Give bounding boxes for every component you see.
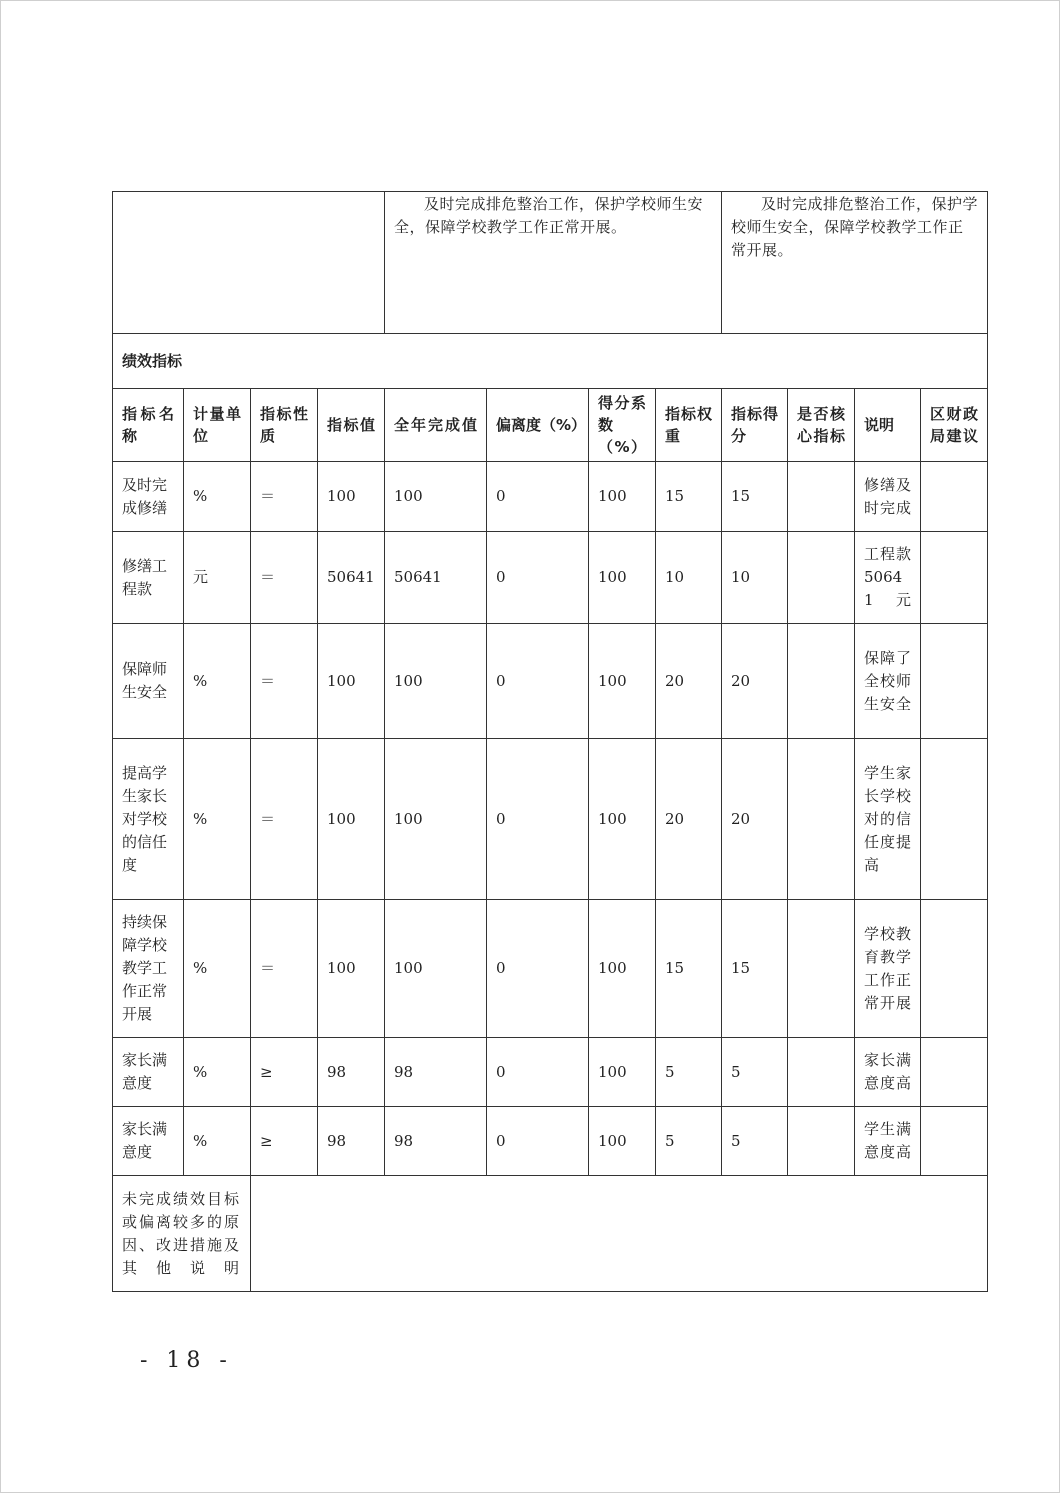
indicator-unit: 元: [184, 532, 251, 624]
indicator-unit: %: [184, 1107, 251, 1176]
header-coef: 得分系数（%）: [589, 389, 656, 462]
indicator-note: 家长满意度高: [855, 1038, 921, 1107]
header-name: 指标名称: [113, 389, 184, 462]
table-row: [113, 900, 988, 1038]
indicator-score: 15: [722, 462, 788, 532]
indicator-deviation: 0: [487, 1107, 589, 1176]
indicator-weight: 20: [656, 739, 722, 900]
indicator-target: 100: [318, 462, 385, 532]
indicator-nature: ＝: [251, 739, 318, 900]
indicator-advice: [921, 900, 988, 1038]
header-deviation: 偏离度（%）: [487, 389, 589, 462]
indicator-score: 5: [722, 1107, 788, 1176]
indicator-target: 100: [318, 739, 385, 900]
header-core: 是否核心指标: [788, 389, 855, 462]
header-advice: 区财政局建议: [921, 389, 988, 462]
indicator-note: 学生家长学校对的信任度提高: [855, 739, 921, 900]
indicator-advice: [921, 624, 988, 739]
indicator-core: [788, 739, 855, 900]
indicator-nature: ＝: [251, 624, 318, 739]
indicator-name: 提高学生家长对学校的信任度: [113, 739, 184, 900]
indicator-weight: 20: [656, 624, 722, 739]
header-weight: 指标权重: [656, 389, 722, 462]
performance-table: [112, 191, 988, 1292]
indicator-unit: %: [184, 739, 251, 900]
indicator-note: 工程款50641元: [855, 532, 921, 624]
indicator-name: 修缮工程款: [113, 532, 184, 624]
remarks-value: [251, 1176, 988, 1292]
table-row: [113, 1038, 988, 1107]
indicator-deviation: 0: [487, 900, 589, 1038]
remarks-row: [113, 1176, 988, 1292]
indicator-weight: 5: [656, 1107, 722, 1176]
indicator-coef: 100: [589, 1038, 656, 1107]
indicator-score: 20: [722, 739, 788, 900]
indicator-actual: 100: [385, 739, 487, 900]
indicator-coef: 100: [589, 1107, 656, 1176]
indicator-core: [788, 1038, 855, 1107]
indicator-name: 及时完成修缮: [113, 462, 184, 532]
indicator-score: 10: [722, 532, 788, 624]
indicator-score: 15: [722, 900, 788, 1038]
indicator-advice: [921, 532, 988, 624]
indicator-weight: 10: [656, 532, 722, 624]
section-row: [113, 334, 988, 389]
goal-row-label-cell: [113, 192, 385, 334]
indicator-core: [788, 532, 855, 624]
indicator-target: 100: [318, 624, 385, 739]
indicator-unit: %: [184, 462, 251, 532]
indicator-core: [788, 462, 855, 532]
indicator-coef: 100: [589, 900, 656, 1038]
table-row: [113, 624, 988, 739]
table-row: [113, 462, 988, 532]
indicator-note: 学生满意度高: [855, 1107, 921, 1176]
indicator-weight: 15: [656, 462, 722, 532]
indicator-deviation: 0: [487, 532, 589, 624]
page-number: - 18 -: [140, 1348, 233, 1373]
header-actual: 全年完成值: [385, 389, 487, 462]
indicator-target: 100: [318, 900, 385, 1038]
indicator-name: 保障师生安全: [113, 624, 184, 739]
indicator-advice: [921, 1107, 988, 1176]
header-unit: 计量单位: [184, 389, 251, 462]
indicator-weight: 15: [656, 900, 722, 1038]
indicator-coef: 100: [589, 532, 656, 624]
indicator-core: [788, 1107, 855, 1176]
indicator-actual: 50641: [385, 532, 487, 624]
section-title: 绩效指标: [113, 334, 988, 389]
remarks-label: 未完成绩效目标或偏离较多的原因、改进措施及其他说明: [113, 1176, 251, 1292]
indicator-actual: 100: [385, 624, 487, 739]
indicator-score: 5: [722, 1038, 788, 1107]
indicator-deviation: 0: [487, 1038, 589, 1107]
goal-actual-text: 及时完成排危整治工作，保护学校师生安全，保障学校教学工作正常开展。: [722, 192, 988, 334]
indicator-core: [788, 624, 855, 739]
goal-planned-text: 及时完成排危整治工作，保护学校师生安全，保障学校教学工作正常开展。: [385, 192, 722, 334]
indicator-target: 50641: [318, 532, 385, 624]
indicator-advice: [921, 462, 988, 532]
indicator-nature: ＝: [251, 462, 318, 532]
indicator-advice: [921, 739, 988, 900]
indicator-unit: %: [184, 624, 251, 739]
indicator-actual: 98: [385, 1107, 487, 1176]
indicator-weight: 5: [656, 1038, 722, 1107]
indicator-actual: 100: [385, 900, 487, 1038]
indicator-nature: ＝: [251, 532, 318, 624]
indicator-score: 20: [722, 624, 788, 739]
table-row: [113, 739, 988, 900]
goal-row: [113, 192, 988, 334]
header-row: [113, 389, 988, 462]
indicator-advice: [921, 1038, 988, 1107]
indicator-unit: %: [184, 1038, 251, 1107]
indicator-actual: 98: [385, 1038, 487, 1107]
indicator-note: 学校教育教学工作正常开展: [855, 900, 921, 1038]
header-nature: 指标性质: [251, 389, 318, 462]
indicator-core: [788, 900, 855, 1038]
indicator-deviation: 0: [487, 624, 589, 739]
indicator-name: 家长满意度: [113, 1038, 184, 1107]
header-target: 指标值: [318, 389, 385, 462]
indicator-nature: ≥: [251, 1107, 318, 1176]
table-row: [113, 532, 988, 624]
indicator-coef: 100: [589, 462, 656, 532]
indicator-nature: ＝: [251, 900, 318, 1038]
indicator-note: 保障了全校师生安全: [855, 624, 921, 739]
indicator-deviation: 0: [487, 739, 589, 900]
indicator-target: 98: [318, 1038, 385, 1107]
header-score: 指标得分: [722, 389, 788, 462]
table-row: [113, 1107, 988, 1176]
indicator-coef: 100: [589, 739, 656, 900]
indicator-note: 修缮及时完成: [855, 462, 921, 532]
indicator-deviation: 0: [487, 462, 589, 532]
indicator-unit: %: [184, 900, 251, 1038]
indicator-name: 家长满意度: [113, 1107, 184, 1176]
indicator-nature: ≥: [251, 1038, 318, 1107]
header-note: 说明: [855, 389, 921, 462]
indicator-actual: 100: [385, 462, 487, 532]
indicator-coef: 100: [589, 624, 656, 739]
indicator-name: 持续保障学校教学工作正常开展: [113, 900, 184, 1038]
indicator-target: 98: [318, 1107, 385, 1176]
